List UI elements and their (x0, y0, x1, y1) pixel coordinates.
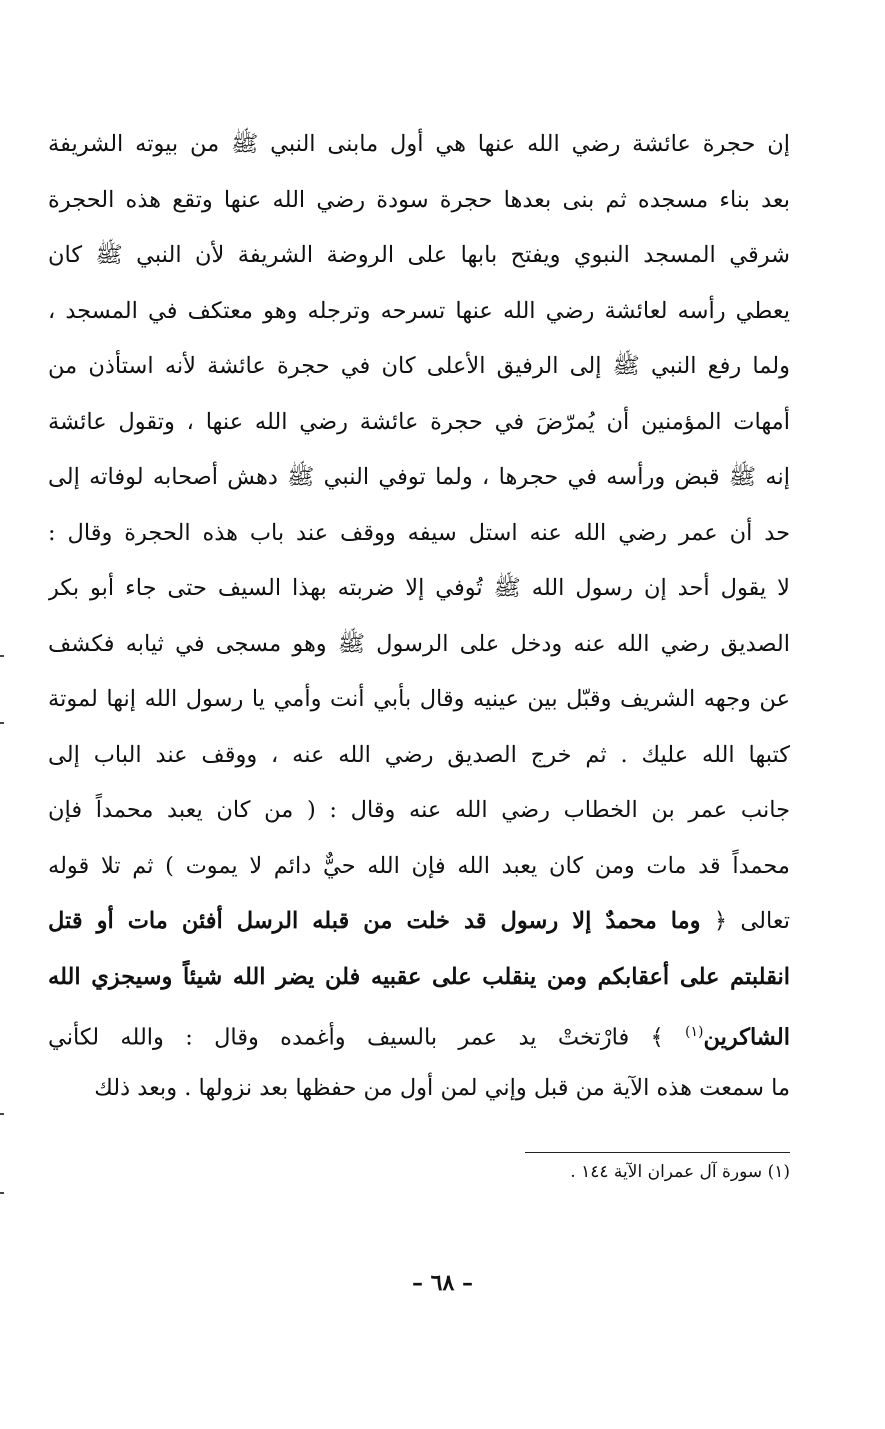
text-line-8: حد أن عمر رضي الله عنه استل سيفه ووقف عند باب هذه الحجرة وقال : (48, 519, 790, 546)
text-line-7: إنه ﷺ قبض ورأسه في حجرها ، ولما توفي النبي ﷺ دهش أصحابه لوفاته إلى (48, 464, 790, 490)
text-line-2: بعد بناء مسجده ثم بنى بعدها حجرة سودة رضي الله عنها وتقع هذه الحجرة (48, 186, 790, 213)
text-line-1: إن حجرة عائشة رضي الله عنها هي أول مابنى النبي ﷺ من بيوته الشريفة (48, 131, 790, 157)
footnote-divider (525, 1152, 790, 1153)
body-text (48, 120, 790, 1119)
margin-mark (0, 1113, 4, 1115)
margin-mark (0, 1192, 4, 1194)
margin-mark (0, 722, 4, 724)
text-line-13: جانب عمر بن الخطاب رضي الله عنه وقال : ( من كان يعبد محمداً فإن (48, 797, 790, 823)
margin-mark (0, 655, 4, 657)
verse-continuation: ﴾ فارْتختْ يد عمر بالسيف وأغمده وقال : والله لكأني (48, 1024, 685, 1051)
text-line-11: عن وجهه الشريف وقبّل بين عينيه وقال بأبي أنت وأمي يا رسول الله إنها لموتة (48, 686, 790, 712)
page-number: – ٦٨ – (412, 1270, 473, 1296)
quran-verse-end: الشاكرين (703, 1024, 790, 1051)
verse-line-2: انقلبتم على أعقابكم ومن ينقلب على عقبيه فلن يضر الله شيئاً وسيجزي الله (48, 963, 790, 990)
text-line-12: كتبها الله عليك . ثم خرج الصديق رضي الله عنه ، ووقف عند الباب إلى (48, 741, 790, 768)
footnote: (١) سورة آل عمران الآية ١٤٤ . (570, 1162, 790, 1182)
footnote-reference: (١) (684, 1024, 704, 1040)
text-line-9: لا يقول أحد إن رسول الله ﷺ تُوفي إلا ضربته بهذا السيف حتى جاء أبو بكر (48, 575, 790, 601)
text-line-6: أمهات المؤمنين أن يُمرّضَ في حجرة عائشة رضي الله عنها ، وتقول عائشة (48, 408, 790, 435)
verse-line-1 (48, 897, 790, 953)
text-line-10: الصديق رضي الله عنه ودخل على الرسول ﷺ وهو مسجى في ثيابه فكشف (48, 630, 790, 657)
verse-line-3 (48, 1008, 790, 1064)
text-line-5: ولما رفع النبي ﷺ إلى الرفيق الأعلى كان في حجرة عائشة لأنه استأذن من (48, 353, 790, 379)
text-line-3: شرقي المسجد النبوي ويفتح بابها على الروضة الشريفة لأن النبي ﷺ كان (48, 242, 790, 268)
text-line-4: يعطي رأسه لعائشة رضي الله عنها تسرحه وترجله وهو معتكف في المسجد ، (48, 297, 790, 324)
quran-verse-text: وما محمدٌ إلا رسول قد خلت من قبله الرسل أفئن مات أو قتل (48, 908, 701, 934)
text-line-closing: ما سمعت هذه الآية من قبل وإني لمن أول من حفظها بعد نزولها . وبعد ذلك (94, 1074, 790, 1101)
text-line-14: محمداً قد مات ومن كان يعبد الله فإن الله حيٌّ دائم لا يموت ) ثم تلا قوله (48, 852, 790, 879)
verse-intro: تعالى ﴿ (700, 908, 790, 934)
